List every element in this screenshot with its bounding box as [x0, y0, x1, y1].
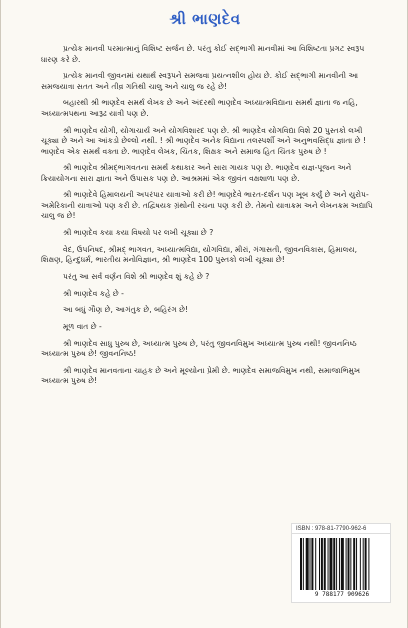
paragraph-14: શ્રી ભાણદેવ માનવતાના ચાહક છે અને મૂલ્યોના પ્રેમી છે. ભાણદેવ સમાજવિમુખ નથી, સમાજાભિમુખ અધ્યાત્મ પુરુષ છે! [41, 365, 361, 386]
barcode [291, 533, 391, 603]
paragraph-11: આ બધું ગૌણ છે, આગંતુક છે, બહિરંગ છે! [63, 305, 189, 315]
paragraph-2: પ્રત્યેક માનવી જીવનમાં યથાર્થ સ્વરૂપને સમજવા પ્રયત્નશીલ હોય છે. કોઈ સદ્‌ભાગી માનવીની આ સમજયાત્રા સતત અને તીવ્ર ગતિથી ચાલુ અને ચાલુ જ રહે છે! [41, 71, 359, 91]
barcode-bar [350, 538, 351, 590]
barcode-bar [328, 538, 329, 590]
paragraph-13: શ્રી ભાણદેવ સાધુ પુરુષ છે, અધ્યાત્મ પુરુષ છે, પરંતુ જીવનવિમુખ અધ્યાત્મ પુરુષ નથી! જીવનનિષ્ઠ અધ્યાત્મ પુરુષ છે! જીવનનિષ્ઠ! [41, 338, 357, 359]
barcode-bar [365, 538, 367, 590]
barcode-bar [306, 538, 309, 590]
barcode-bar [360, 538, 361, 590]
barcode-bar [353, 538, 355, 590]
barcode-digits: 9 788177 909626 [314, 591, 370, 598]
barcode-bar [319, 538, 320, 590]
body-text [41, 44, 375, 393]
barcode-bar [315, 538, 316, 590]
isbn-label: ISBN : 978-81-7790-962-6 [291, 523, 391, 535]
barcode-bar [341, 538, 344, 590]
paragraph-3: બહારથી શ્રી ભાણદેવ સમર્થ લેખક છે અને અંદરથી ભાણદેવ અધ્યાત્મવિદ્યાના સમર્થ જ્ઞાતા જ નહિ, અધ્યાત્મપથના આરૂઢ યાત્રી પણ છે. [41, 98, 358, 118]
paragraph-1: પ્રત્યેક માનવી પરમાત્માનું વિશિષ્ટ સર્જન છે. પરંતુ કોઈ સદ્‌ભાગી માનવીમાં આ વિશિષ્ટતા પ્રગટ સ્વરૂપ ધારણ કરે છે. [41, 44, 365, 64]
page-title: શ્રી ભાણદેવ [169, 10, 241, 28]
barcode-bars [298, 538, 386, 590]
paragraph-9: પરંતુ આ સર્વ વર્ણન વિશે શ્રી ભાણદેવ શું કહે છે ? [63, 272, 210, 281]
barcode-bar [303, 538, 304, 590]
barcode-bar [333, 538, 335, 590]
barcode-bar [311, 538, 313, 590]
barcode-bar [339, 538, 340, 590]
barcode-bar [321, 538, 323, 590]
barcode-bar [368, 538, 369, 590]
paragraph-7: શ્રી ભાણદેવ કયા કયા વિષયો પર લખી ચૂક્યા છે ? [63, 228, 214, 238]
paragraph-12: મૂળ વાત છે - [63, 322, 102, 332]
barcode-bar [324, 538, 326, 590]
barcode-bar [348, 538, 350, 590]
barcode-bar [346, 538, 347, 590]
paragraph-10: શ્રી ભાણદેવ કહે છે - [63, 288, 124, 298]
paragraph-8: વેદ, ઉપનિષદ, શ્રીમદ્ ભાગવત, અધ્યાત્મવિદ્યા, યોગવિદ્યા, મીરાં, ગંગાસતી, જીવનવિકાસ, હિમાલય, શિક્ષણ, હિન્દુધર્મ, ભારતીય મનોવિજ્ઞાન, શ્રી ભાણદેવ 100 પુસ્તકો લખી ચૂક્યા છે! [41, 244, 357, 265]
paragraph-6: શ્રી ભાણદેવે હિમાલયની અપરંપાર યાત્રાઓ કરી છે! ભાણદેવે ભારત-દર્શન પણ ખૂબ કર્યું છે અને યુરોપ-અમેરિકાની યાત્રાઓ પણ કરી છે. તદ્વિષયક ગ્રંથોની રચના પણ કરી છે. તેમનો યાત્રાક્રમ અને લેખનક્રમ અદ્યાપિ ચાલુ જ છે! [41, 190, 373, 221]
paragraph-5: શ્રી ભાણદેવ શ્રીમદ્‌ભાગવતના સમર્થ કથાકાર અને સારા ગાયક પણ છે. ભાણદેવ યજ્ઞ-પૂજન અને ક્રિયાયોગના સારા જ્ઞાતા અને ઉપાસક પણ છે. આશ્રમમાં એક જીવંત વક્ષશાળા પણ છે. [41, 163, 352, 183]
paragraph-4: શ્રી ભાણદેવ યોગી, યોગાચાર્ય અને યોગવિશારદ પણ છે. શ્રી ભાણદેવ યોગવિદ્યા વિશે 20 પુસ્તકો લખી ચૂક્યા છે અને આ આંકડો છેલ્લો નથી. ! શ્રી ભાણદેવ અનેક વિદ્યાના તલસ્પર્શી અને અનુભવસિદ્ધ જ્ઞાતા છે ! ભાણદેવ એક સમર્થ વક્તા છે. ભાણદેવ લેખક, ચિંતક, શિક્ષક અને સમાજ હિત ચિંતક પુરુષ છે ! [41, 125, 366, 156]
barcode-bar [300, 538, 302, 590]
barcode-bar [329, 538, 332, 590]
barcode-bar [336, 538, 337, 590]
barcode-bar [363, 538, 364, 590]
barcode-bar [310, 538, 311, 590]
barcode-bar [356, 538, 357, 590]
